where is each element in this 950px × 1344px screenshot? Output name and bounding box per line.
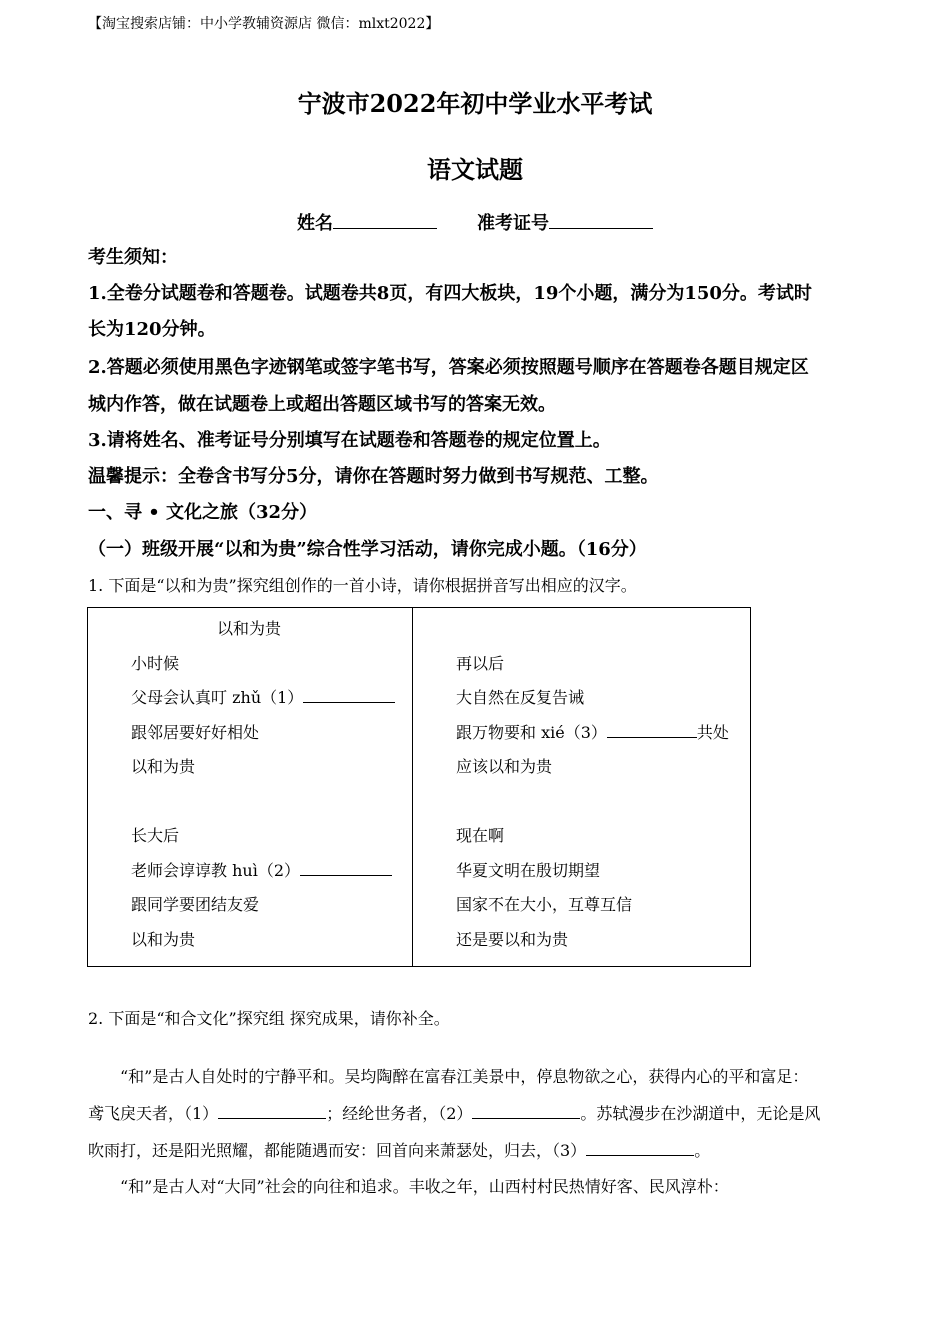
poem-line: 老师会谆谆教 huì（2）: [131, 854, 412, 889]
poem-line: 父母会认真叮 zhǔ（1）: [131, 681, 412, 716]
answer-blank-p2[interactable]: [472, 1100, 580, 1119]
poem-spacer: [456, 612, 749, 647]
header-note: 【淘宝搜索店铺：中小学教辅资源店 微信：mlxt2022】: [88, 16, 440, 32]
notice-item-1: 1.全卷分试题卷和答题卷。试题卷共8页，有四大板块，19个小题，满分为150分。考试时: [88, 283, 812, 304]
poem-line: 小时候: [131, 653, 180, 673]
poem-line: 以和为贵: [131, 757, 196, 776]
id-label: 准考证号: [477, 213, 549, 234]
poem-line: 跟万物要和 xié（3） 共处: [456, 716, 749, 751]
poem-line: 长大后: [131, 826, 180, 845]
name-label: 姓名: [297, 213, 333, 234]
answer-blank-p3[interactable]: [586, 1137, 694, 1156]
poem-line: 国家不在大小，互尊互信: [456, 895, 633, 914]
poem-spacer: [456, 785, 749, 820]
answer-blank-3[interactable]: [607, 719, 697, 738]
paragraph-1-line-1: “和”是古人自处时的宁静平和。吴均陶醉在富春江美景中，停息物欲之心，获得内心的平和富足：: [120, 1067, 809, 1086]
subsection-heading: （一）班级开展“以和为贵”综合性学习活动，请你完成小题。（16分）: [88, 539, 647, 560]
paragraph-1-line-3: 吹雨打，还是阳光照耀，都能随遇而安：回首向来萧瑟处，归去，（3） 。: [88, 1132, 860, 1169]
poem-right-column: [413, 608, 749, 966]
poem-table: [87, 607, 751, 967]
poem-title: 以和为贵: [217, 619, 282, 638]
candidate-info-line: [0, 208, 950, 238]
poem-line: 还是要以和为贵: [456, 929, 569, 949]
poem-left-column: [88, 608, 413, 966]
answer-blank-p1[interactable]: [218, 1100, 326, 1119]
poem-line: 应该以和为贵: [456, 757, 553, 776]
notice-heading: 考生须知：: [88, 247, 178, 268]
question-2-prompt: 2. 下面是“和合文化”探究组 探究成果，请你补全。: [88, 1009, 450, 1028]
notice-item-3: 3.请将姓名、准考证号分别填写在试题卷和答题卷的规定位置上。: [88, 430, 611, 451]
poem-line: 跟邻居要好好相处: [131, 722, 260, 742]
poem-line: 现在啊: [456, 826, 505, 845]
paragraph-1-line-2: 鸢飞戾天者，（1） ；经纶世务者，（2） 。苏轼漫步在沙湖道中，无论是风: [88, 1095, 860, 1132]
poem-spacer: [131, 785, 412, 820]
page-title: 宁波市2022年初中学业水平考试: [297, 89, 653, 118]
name-blank[interactable]: [333, 208, 437, 229]
writing-tip: 温馨提示：全卷含书写分5分，请你在答题时努力做到书写规范、工整。: [88, 466, 659, 487]
poem-line: 再以后: [456, 653, 505, 673]
poem-line: 华夏文明在殷切期望: [456, 860, 601, 880]
paragraph-2-line-1: “和”是古人对“大同”社会的向往和追求。丰收之年，山西村村民热情好客、民风淳朴：: [120, 1177, 729, 1196]
page-subtitle: 语文试题: [427, 155, 523, 184]
notice-item-1-cont: 长为120分钟。: [88, 319, 216, 340]
answer-blank-2[interactable]: [300, 857, 392, 876]
notice-item-2-cont: 城内作答，做在试题卷上或超出答题区域书写的答案无效。: [88, 394, 556, 415]
notice-item-2: 2.答题必须使用黑色字迹钢笔或签字笔书写，答案必须按照题号顺序在答题卷各题目规定区: [88, 357, 809, 378]
question-1-prompt: 1. 下面是“以和为贵”探究组创作的一首小诗，请你根据拼音写出相应的汉字。: [88, 576, 637, 595]
poem-line: 大自然在反复告诫: [456, 688, 585, 707]
poem-line: 以和为贵: [131, 929, 196, 949]
section-heading: 一、寻 • 文化之旅（32分）: [88, 502, 318, 523]
answer-blank-1[interactable]: [303, 684, 395, 703]
poem-line: 跟同学要团结友爱: [131, 895, 260, 914]
id-blank[interactable]: [549, 208, 653, 229]
